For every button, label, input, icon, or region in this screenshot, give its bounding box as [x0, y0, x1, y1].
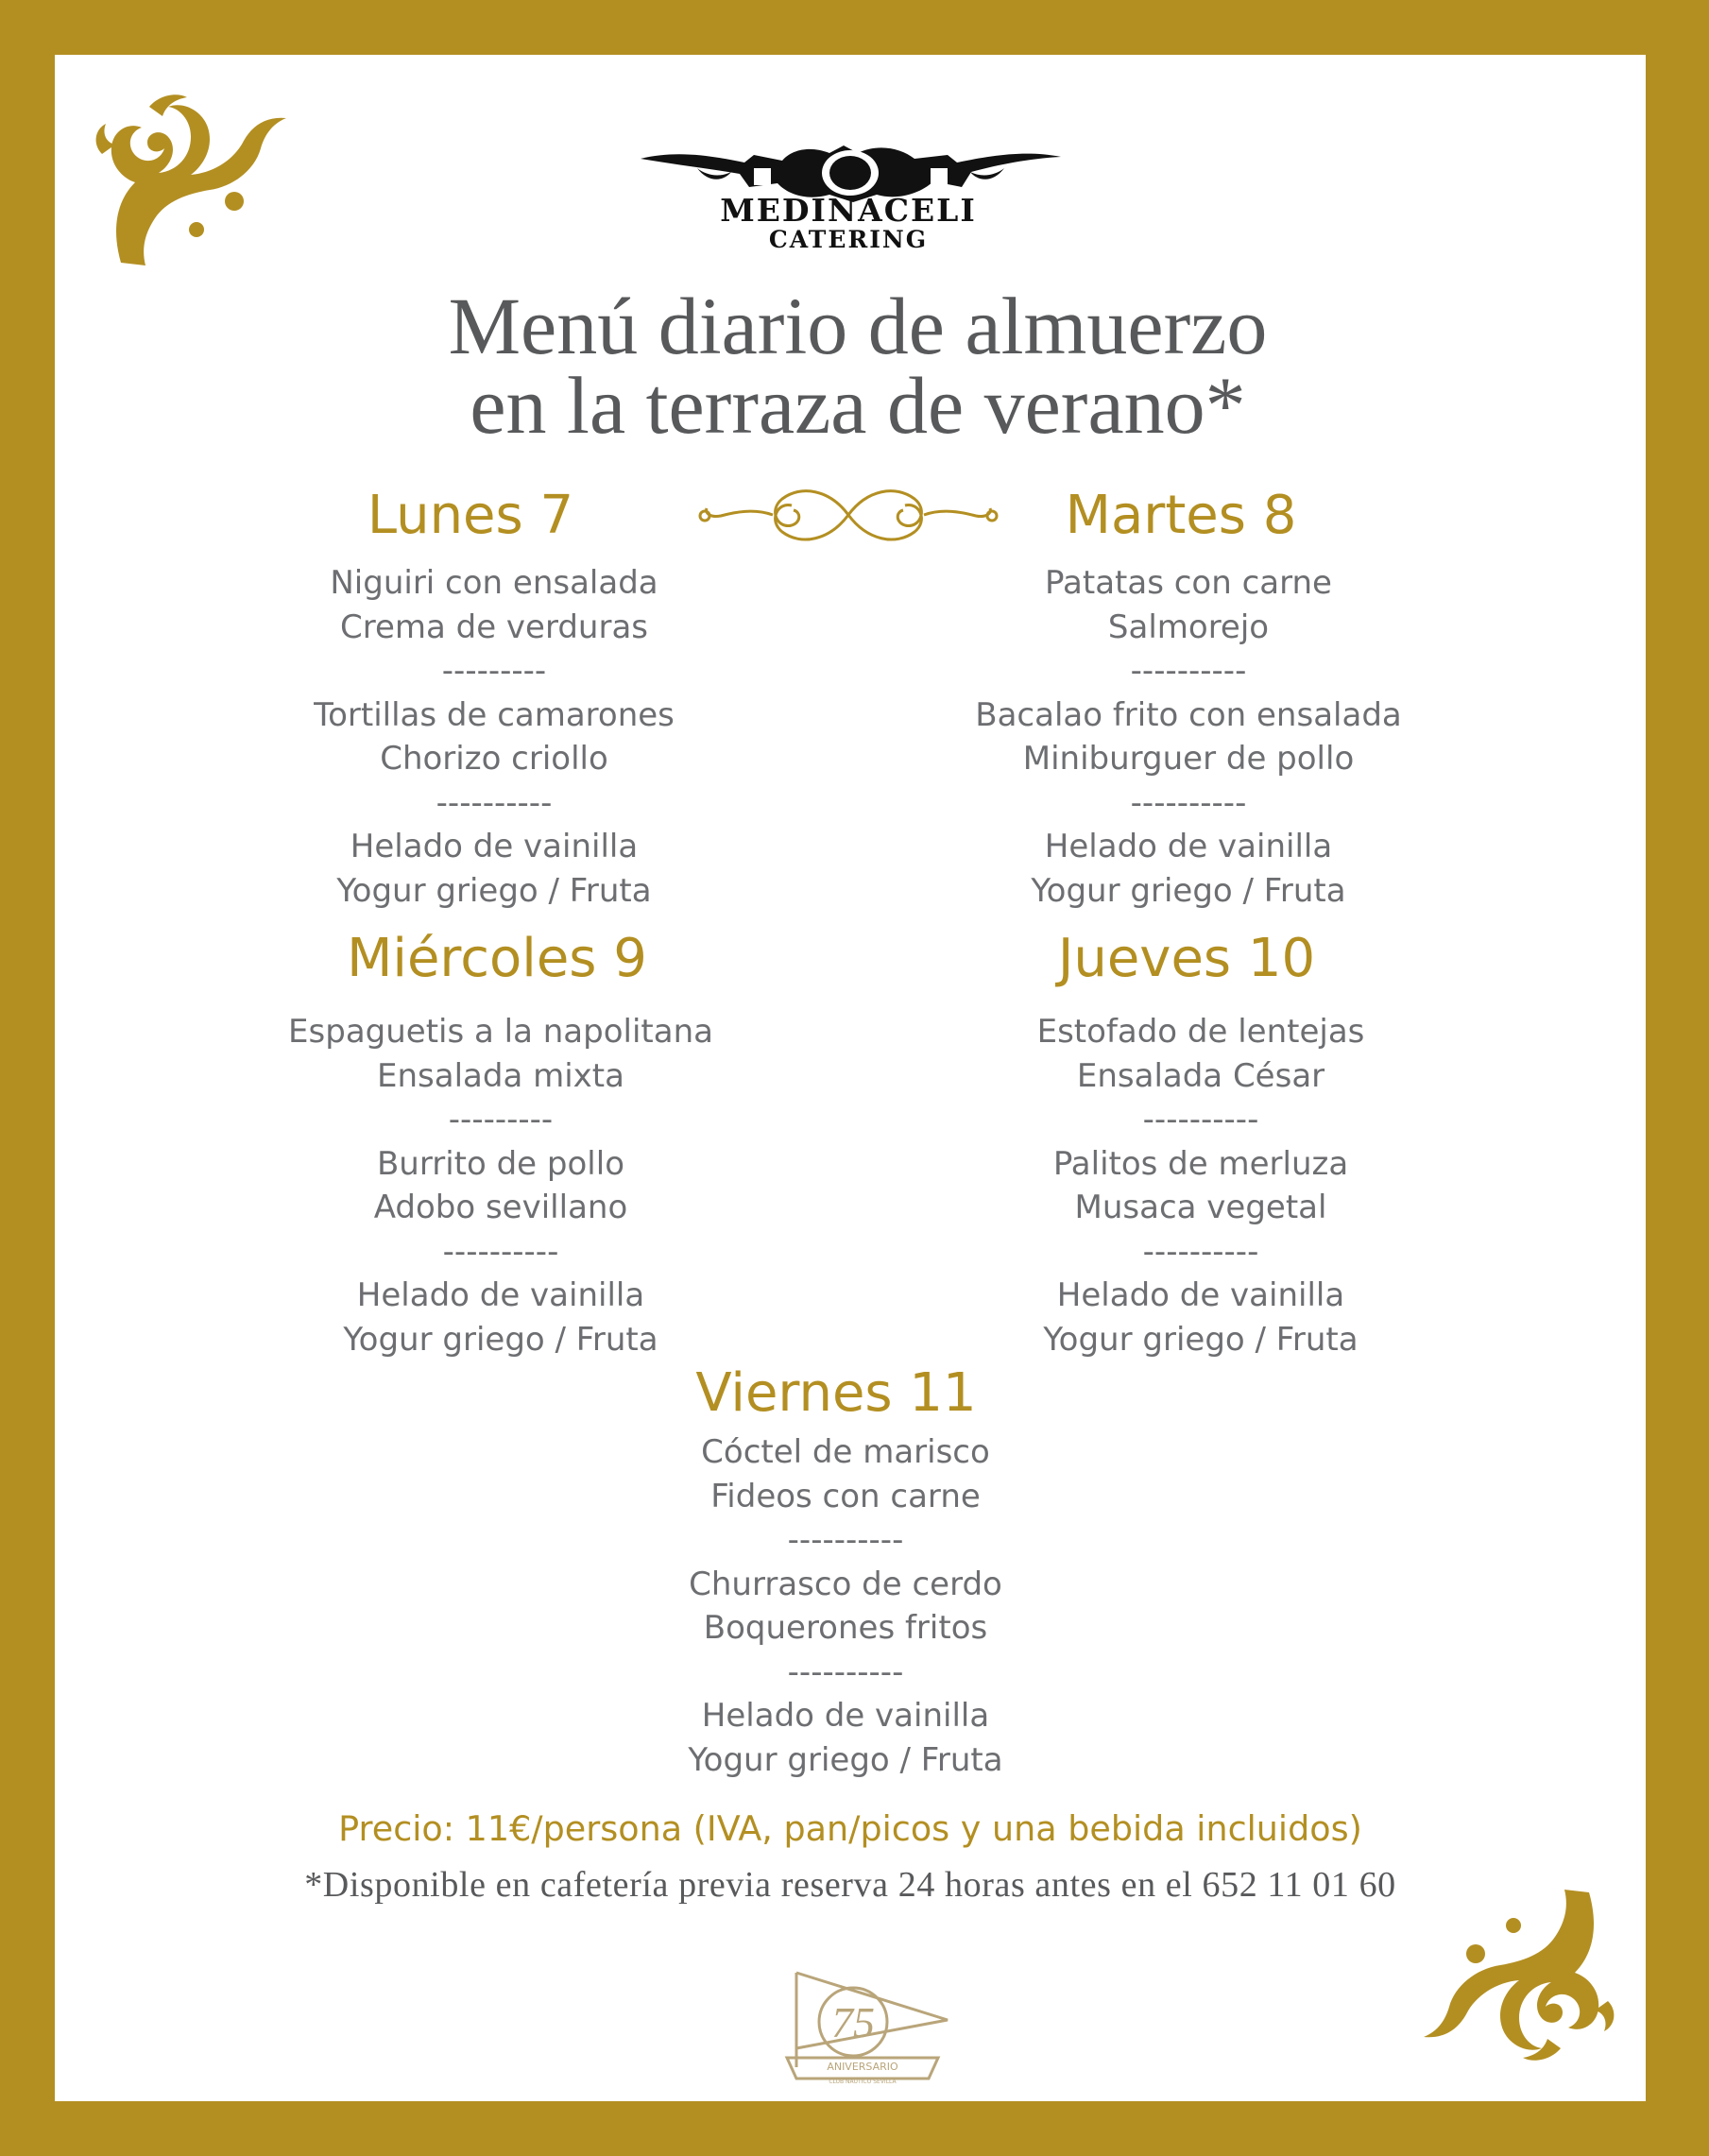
course-separator: ---------: [441, 652, 547, 690]
menu-item: Patatas con carne: [1045, 564, 1332, 602]
menu-item: Yogur griego / Fruta: [1043, 1320, 1359, 1359]
menu-item: Musaca vegetal: [1074, 1189, 1327, 1226]
menu-item: Burrito de pollo: [376, 1144, 624, 1183]
course-separator: ----------: [1130, 652, 1247, 690]
course-separator: ----------: [1130, 783, 1247, 822]
menu-item: Yogur griego / Fruta: [336, 871, 652, 910]
menu-item: Yogur griego / Fruta: [688, 1740, 1003, 1779]
anniversary-label: ANIVERSARIO: [827, 2061, 898, 2073]
menu-item: Crema de verduras: [339, 607, 649, 646]
day-menu-jueves: [917, 1010, 1484, 1361]
menu-item: Bacalao frito con ensalada: [975, 695, 1402, 734]
course-separator: ----------: [1142, 1232, 1259, 1271]
corner-ornament-top-left: [93, 88, 296, 267]
reservation-note: *Disponible en cafetería previa reserva 24 horas antes en el 652 11 01 60: [304, 1865, 1396, 1905]
menu-item: Yogur griego / Fruta: [343, 1320, 658, 1359]
day-menu-lunes: [211, 561, 778, 913]
course-separator: ----------: [442, 1232, 559, 1271]
day-heading-lunes: Lunes 7: [367, 485, 574, 546]
day-heading-viernes: Viernes 11: [695, 1362, 977, 1424]
menu-item: Churrasco de cerdo: [689, 1565, 1002, 1603]
menu-item: Miniburguer de pollo: [1022, 740, 1355, 778]
menu-item: Salmorejo: [1107, 607, 1270, 646]
menu-item: Adobo sevillano: [373, 1189, 628, 1226]
menu-item: Yogur griego / Fruta: [1031, 871, 1346, 910]
anniversary-emblem: [768, 1963, 957, 2086]
menu-item: Ensalada César: [1076, 1056, 1325, 1095]
menu-item: Helado de vainilla: [356, 1276, 645, 1314]
course-separator: ----------: [787, 1652, 904, 1691]
brand-subname: CATERING: [768, 226, 929, 253]
menu-item: Tortillas de camarones: [314, 695, 675, 734]
menu-item: Fideos con carne: [710, 1477, 981, 1515]
title-line-2: en la terraza de verano*: [470, 360, 1246, 451]
course-separator: ----------: [1142, 1101, 1259, 1138]
anniversary-sublabel: CLUB NAUTICO SEVILLA: [829, 2079, 897, 2085]
day-heading-miercoles: Miércoles 9: [347, 928, 647, 989]
menu-item: Boquerones fritos: [703, 1609, 988, 1647]
corner-ornament-bottom-right: [1400, 1878, 1617, 2067]
menu-item: Chorizo criollo: [380, 740, 608, 778]
day-heading-jueves: Jueves 10: [1057, 928, 1316, 989]
menu-item: Estofado de lentejas: [1036, 1013, 1365, 1051]
page-title: [206, 281, 1510, 451]
menu-item: Helado de vainilla: [350, 828, 639, 865]
menu-item: Palitos de merluza: [1052, 1144, 1349, 1183]
price-line: Precio: 11€/persona (IVA, pan/picos y una bebida incluidos): [338, 1808, 1362, 1849]
course-separator: ----------: [436, 783, 553, 822]
menu-item: Helado de vainilla: [1056, 1276, 1345, 1314]
day-menu-miercoles: [217, 1010, 784, 1361]
menu-item: Helado de vainilla: [1044, 828, 1333, 865]
menu-item: Espaguetis a la napolitana: [288, 1013, 713, 1051]
title-line-1: Menú diario de almuerzo: [448, 281, 1268, 371]
brand-name: MEDINACELI: [720, 192, 977, 229]
menu-item: Ensalada mixta: [377, 1056, 624, 1095]
anniversary-number: 75: [831, 1998, 875, 2046]
day-menu-martes: [905, 561, 1472, 913]
day-heading-martes: Martes 8: [1065, 485, 1297, 546]
menu-item: Niguiri con ensalada: [330, 564, 658, 602]
course-separator: ----------: [787, 1521, 904, 1559]
day-menu-viernes: [562, 1430, 1129, 1782]
menu-card: [55, 55, 1646, 2101]
menu-item: Cóctel de marisco: [701, 1433, 990, 1471]
menu-item: Helado de vainilla: [701, 1697, 990, 1735]
course-separator: ---------: [448, 1101, 554, 1138]
